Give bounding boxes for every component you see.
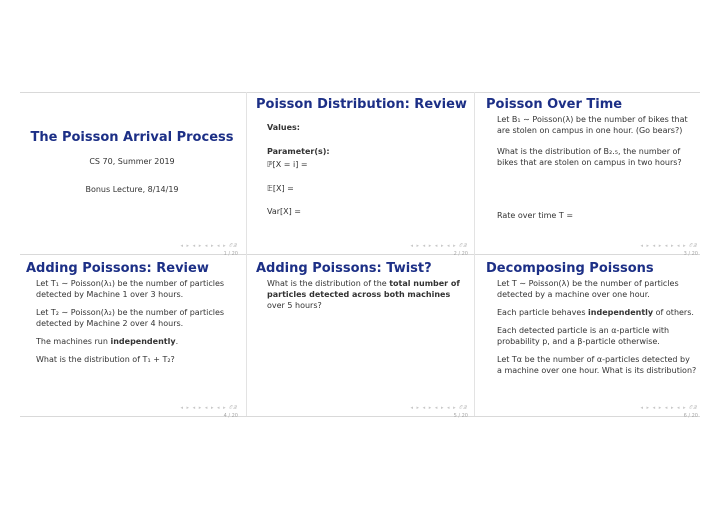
paragraph: The machines run independently. (36, 337, 179, 346)
variance-formula: Var[X] = (267, 207, 302, 216)
beamer-nav-icons: ◂ ▸ ◂ ▸ ◂ ▸ ◂ ▸ 𝒪𝓠 (640, 243, 698, 249)
beamer-nav-icons: ◂ ▸ ◂ ▸ ◂ ▸ ◂ ▸ 𝒪𝓠 (180, 405, 238, 411)
page-number: 2 / 20 (453, 251, 468, 257)
parameters-label: Parameter(s): (267, 147, 330, 156)
lecture-date: Bonus Lecture, 8/14/19 (85, 185, 179, 194)
paragraph: Let Tα be the number of α-particles detected by a machine over one hour. What is its distribution? (497, 355, 697, 375)
slide-title: Decomposing Poissons (486, 261, 654, 276)
page-number: 5 / 20 (453, 413, 468, 419)
slide-poisson-review (254, 95, 470, 258)
slide-row-divider (20, 92, 700, 93)
slide-body (497, 114, 697, 175)
beamer-nav-icons: ◂ ▸ ◂ ▸ ◂ ▸ ◂ ▸ 𝒪𝓠 (410, 243, 468, 249)
pmf-formula: ℙ[X = i] = (267, 160, 308, 169)
slide-col-divider (246, 92, 247, 254)
slide-title: The Poisson Arrival Process (30, 130, 234, 145)
slide-adding-poissons-review (24, 257, 240, 420)
slide-title-page (24, 95, 240, 258)
slide-title: Adding Poissons: Review (26, 261, 209, 276)
page-number: 4 / 20 (223, 413, 238, 419)
paragraph: Each detected particle is an α-particle with probability p, and a β-particle otherwise. (497, 326, 670, 346)
slide-title: Poisson Distribution: Review (256, 97, 467, 112)
expectation-formula: 𝔼[X] = (267, 184, 294, 193)
course-name: CS 70, Summer 2019 (89, 157, 175, 166)
slide-adding-poissons-twist (254, 257, 470, 420)
beamer-nav-icons: ◂ ▸ ◂ ▸ ◂ ▸ ◂ ▸ 𝒪𝓠 (640, 405, 698, 411)
slide-body (497, 278, 697, 383)
beamer-nav-icons: ◂ ▸ ◂ ▸ ◂ ▸ ◂ ▸ 𝒪𝓠 (180, 243, 238, 249)
slide-col-divider (246, 254, 247, 416)
paragraph: What is the distribution of B₂.₅, the number of bikes that are stolen on campus in two hours? (497, 147, 682, 167)
paragraph: Let T₁ ∼ Poisson(λ₁) be the number of particles detected by Machine 1 over 3 hours. (36, 279, 225, 299)
slide-col-divider (474, 92, 475, 254)
slide-title: Adding Poissons: Twist? (256, 261, 432, 276)
slide-col-divider (474, 254, 475, 416)
paragraph: Let T₂ ∼ Poisson(λ₂) be the number of particles detected by Machine 2 over 4 hours. (36, 308, 225, 328)
page-number: 1 / 20 (223, 251, 238, 257)
slide-body (267, 278, 467, 318)
slide-title: Poisson Over Time (486, 97, 623, 112)
paragraph: What is the distribution of T₁ + T₂? (36, 355, 175, 364)
values-label: Values: (267, 123, 300, 132)
paragraph: What is the distribution of the total number of particles detected across both machines over 5 hours? (267, 279, 460, 310)
slide-body (36, 278, 238, 372)
slide-decomposing-poissons (484, 257, 700, 420)
paragraph: Let B₁ ∼ Poisson(λ) be the number of bikes that are stolen on campus in one hour. (Go bears?) (497, 115, 688, 135)
page-number: 6 / 20 (683, 413, 698, 419)
paragraph: Let T ∼ Poisson(λ) be the number of particles detected by a machine over one hour. (497, 279, 679, 299)
slide-poisson-over-time (484, 95, 700, 258)
rate-formula: Rate over time T = (497, 211, 574, 220)
page-number: 3 / 20 (683, 251, 698, 257)
paragraph: Each particle behaves independently of others. (497, 308, 694, 317)
beamer-nav-icons: ◂ ▸ ◂ ▸ ◂ ▸ ◂ ▸ 𝒪𝓠 (410, 405, 468, 411)
